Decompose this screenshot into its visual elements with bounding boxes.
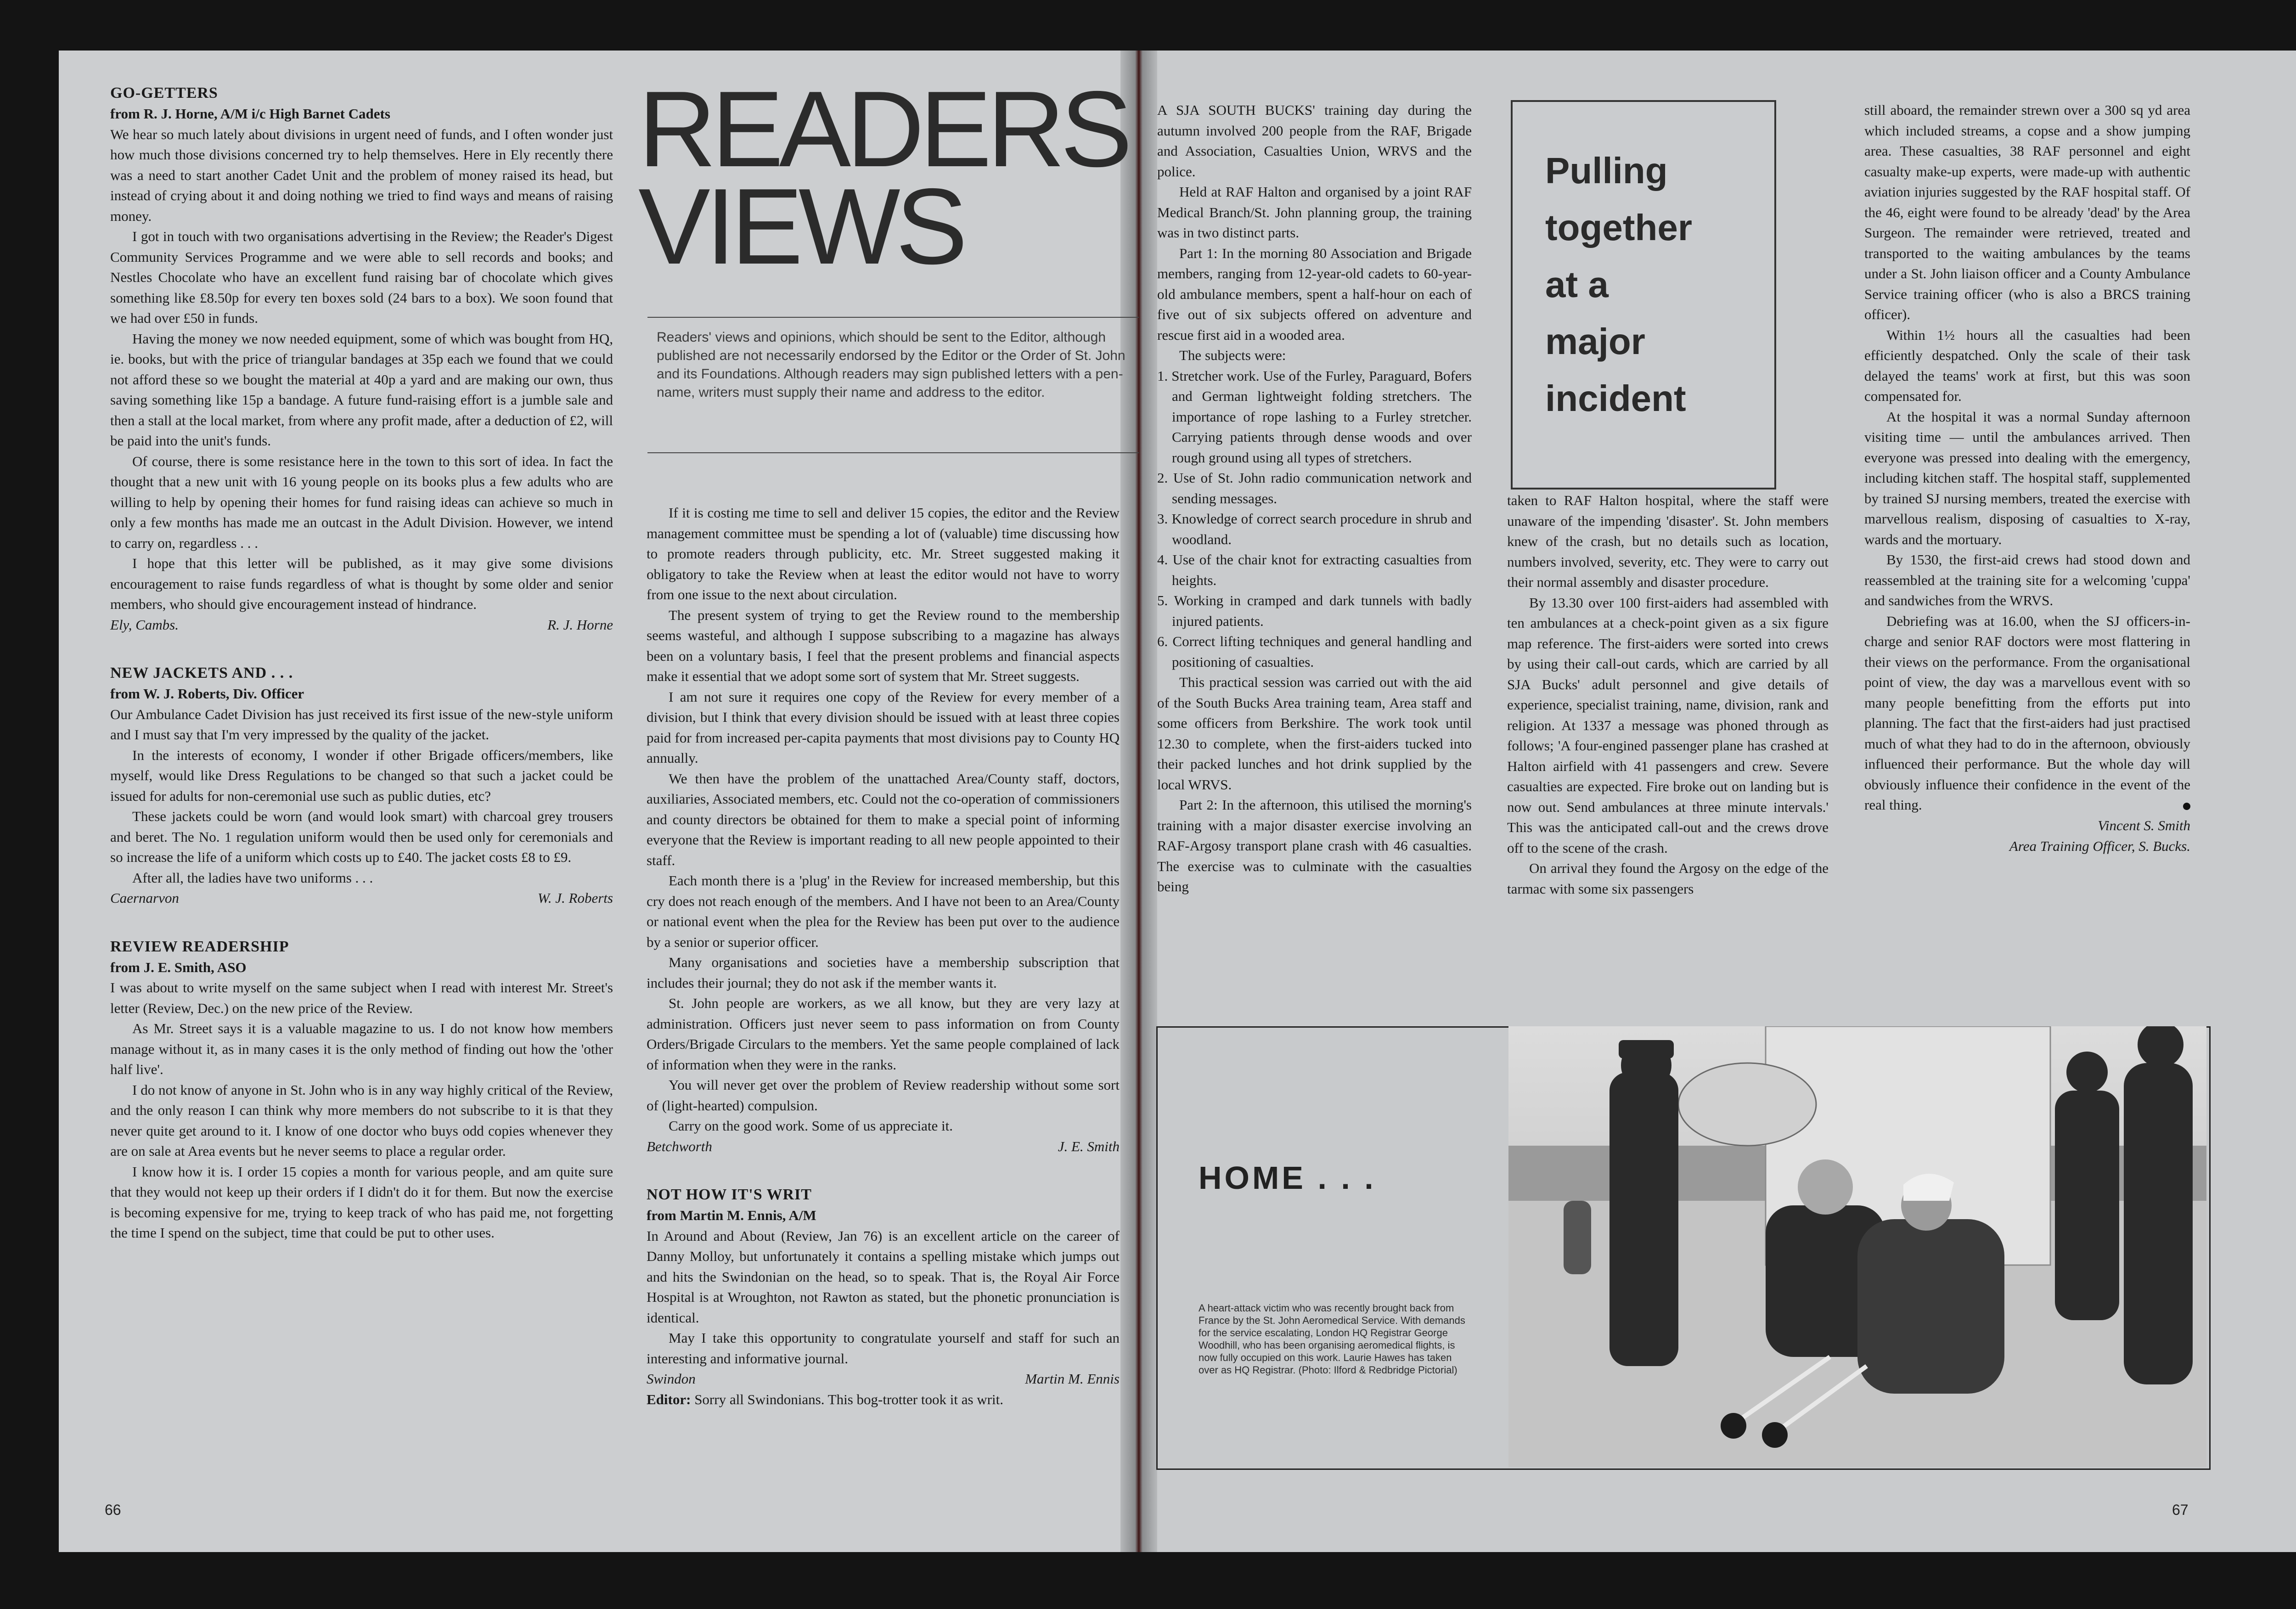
letter-heading: NEW JACKETS AND . . .	[110, 664, 293, 681]
intro-notice: Readers' views and opinions, which should be sent to the Editor, although published are not necessarily endorsed by the Editor or the Order of St. John and its Foundations. Although readers may sign published letters with a pen-name, writers must supply their name and address to the editor.	[657, 330, 1125, 400]
headline-line: at a	[1545, 264, 1609, 305]
headline	[1545, 142, 1747, 427]
article-paragraph: Debriefing was at 16.00, when the SJ officers-in-charge and senior RAF doctors were most flattering in their views on the performance. From the organisational point of view, the day was a marvellous event with so many people benefitting from the efforts put into planning. The fact that the first-aiders had just practised much of what they had to do in the afternoon, obviously influenced their performance. But the whole day will obviously influence their confidence in the event of the real thing.	[1864, 613, 2190, 813]
magazine-spine	[1120, 51, 1157, 1552]
article-column-2	[1507, 490, 1829, 899]
letter-heading: GO-GETTERS	[110, 84, 218, 101]
photo-caption: A heart-attack victim who was recently brought back from France by the St. John Aeromedical Service. With demands for the service escalating, London HQ Registrar George Woodhill, who has been organising aeromedical flights, is now fully occupied on this work. Laurie Hawes has taken over as HQ Registrar. (Photo: Ilford & Redbridge Pictorial)	[1199, 1302, 1465, 1376]
article-paragraph: This practical session was carried out with the aid of the South Bucks Area training team, Area staff and some officers from Berkshire. The work took until 12.30 to complete, when the first-aiders tucked into their packed lunches and hot drink supplied by the local WRVS.	[1157, 674, 1472, 793]
letter-byline: from Martin M. Ennis, A/M	[647, 1207, 816, 1223]
article-column-1	[1157, 100, 1472, 897]
letter-author: W. J. Roberts	[537, 890, 613, 906]
letter-paragraph: These jackets could be worn (and would look smart) with charcoal grey trousers and beret. The No. 1 regulation uniform would then be used only for ceremonials and so increase the life of a uniform which costs up to £40. The jacket costs £8 to £9.	[110, 808, 613, 865]
letter-paragraph: As Mr. Street says it is a valuable magazine to us. I do not know how members manage without it, as in many cases it is the only method of finding out how the 'other half live'.	[110, 1020, 613, 1077]
headline-line: major	[1545, 321, 1645, 362]
article-paragraph: still aboard, the remainder strewn over a 300 sq yd area which included streams, a copse and a show jumping area. These casualties, 38 RAF personnel and eight casualty make-up experts, were made-up with authentic aviation injuries suggested by the RAF hospital staff. Of the 46, eight were found to be already 'dead' by the Area Surgeon. The remainder were retrieved, treated and transported to the waiting ambulances by the teams under a St. John liaison officer and a County Ambulance Service training officer (who is also a BRCS training officer).	[1864, 102, 2190, 322]
letter-paragraph: In Around and About (Review, Jan 76) is an excellent article on the career of Danny Molloy, but unfortunately it contains a spelling mistake which jumps out and hits the Swindonian on the head, so to speak. That is, the Royal Air Force Hospital is at Wroughton, not Rawton as stated, but the phonetic pronunciation is identical.	[647, 1227, 1120, 1326]
subject-item: 5. Working in cramped and dark tunnels with badly injured patients.	[1157, 592, 1472, 629]
subject-item: 2. Use of St. John radio communication network and sending messages.	[1157, 470, 1472, 506]
letter-signature	[110, 615, 613, 636]
article-paragraph: By 1530, the first-aid crews had stood down and reassembled at the training site for a welcoming 'cuppa' and sandwiches from the WRVS.	[1864, 551, 2190, 608]
letter-paragraph: I know how it is. I order 15 copies a month for various people, and am quite sure that they would not keep up their orders if I didn't do it for them. But now the exercise is becoming expensive for me, trying to keep track of who has paid me, not forgetting the time I spend on the subject, time that could be put to other uses.	[110, 1163, 613, 1241]
letter-paragraph: St. John people are workers, as we all know, but they are very lazy at administration. Officers just never seem to pass information on from County Orders/Brigade Circulars to the members. Yet the same people complained of lack of information when they were in the ranks.	[647, 995, 1120, 1073]
letter-paragraph: I got in touch with two organisations advertising in the Review; the Reader's Digest Community Services Programme and we were able to sell records and books; and Nestles Chocolate who have an excellent fund raising bar of chocolate which gives something like £8.50p for every ten boxes sold (24 bars to a box). We soon found that we had over £50 in funds.	[110, 228, 613, 326]
article-paragraph: By 13.30 over 100 first-aiders had assembled with ten ambulances at a check-point given as a six figure map reference. The first-aiders were sorted into crews by using their call-out cards, which are carried by all SJA Bucks' adult personnel and give details of experience, specialist training, name, division, rank and religion. At 1337 a message was phoned through as follows; 'A four-engined passenger plane has crashed at Halton airfield with 41 passengers and crew. Severe casualties are expected. Fire broke out on landing but is now out. Send ambulances at three minute intervals.' This was the anticipated call-out and the crews drove off to the scene of the crash.	[1507, 594, 1829, 856]
letter-paragraph: The present system of trying to get the Review round to the membership seems wasteful, and although I suppose subscribing to a magazine has always been on a voluntary basis, I feel that the present problems and financial aspects make it essential that we adopt some sort of system that Mr. Street suggests.	[647, 607, 1120, 684]
letter-signature	[647, 1136, 1120, 1157]
article-paragraph: Part 2: In the afternoon, this utilised the morning's training with a major disaster exercise involving an RAF-Argosy transport plane crash with 46 casualties. The exercise was to culminate with the casualties being	[1157, 797, 1472, 895]
subject-item: 1. Stretcher work. Use of the Furley, Paraguard, Bofers and German lightweight folding stretchers. The importance of rope lashing to a Furley stretcher. Carrying patients through dense woods and over rough ground using all types of stretchers.	[1157, 367, 1472, 466]
article-paragraph: taken to RAF Halton hospital, where the staff were unaware of the impending 'disaster'. St. John members knew of the crash, but no details such as location, numbers involved, severity, etc. They were to carry out their normal assembly and disaster procedure.	[1507, 492, 1829, 590]
letter-review-readership	[110, 936, 613, 1243]
subject-item: 6. Correct lifting techniques and general handling and positioning of casualties.	[1157, 633, 1472, 670]
article-paragraph: At the hospital it was a normal Sunday afternoon visiting time — until the ambulances arrived. Then everyone was pressed into dealing with the emergency, including kitchen staff. The hospital staff, supplemented by trained SJ nursing members, treated the exercise with marvellous realism, disposing of casualties to X-ray, wards and the mortuary.	[1864, 408, 2190, 547]
editor-note-text: Sorry all Swindonians. This bog-trotter took it as writ.	[694, 1391, 1003, 1407]
subject-item: 4. Use of the chair knot for extracting casualties from heights.	[1157, 551, 1472, 588]
letter-place: Betchworth	[647, 1138, 712, 1154]
subject-item: 3. Knowledge of correct search procedure in shrub and woodland.	[1157, 511, 1472, 547]
editor-note	[647, 1390, 1120, 1410]
letter-paragraph: May I take this opportunity to congratulate yourself and staff for such an interesting and informative journal.	[647, 1330, 1120, 1367]
letter-paragraph: We then have the problem of the unattached Area/County staff, doctors, auxiliaries, Associated members, etc. Could not the co-operation of commissioners and county directors be obtained for them to make a special point of informing everyone that the Review is important reading to all new people appointed to their staff.	[647, 770, 1120, 868]
letter-place: Ely, Cambs.	[110, 616, 179, 633]
headline-line: together	[1545, 207, 1692, 248]
letter-author: Martin M. Ennis	[1025, 1371, 1120, 1387]
letter-paragraph: I do not know of anyone in St. John who is in any way highly critical of the Review, and the only reason I can think why more members do not subscribe to it is that they never quite get around to it. I know of one doctor who buys odd copies whenever they are on sale at Area events but he never seems to place a regular order.	[110, 1081, 613, 1159]
letter-signature	[647, 1369, 1120, 1390]
letter-paragraph: If it is costing me time to sell and deliver 15 copies, the editor and the Review management committee must be spending a lot of (valuable) time discussing how to promote readers through publicity, etc. Mr. Street suggested making it obligatory to take the Review when at least the editor would not have to worry from one issue to the next about circulation.	[647, 505, 1120, 602]
letter-paragraph: Many organisations and societies have a membership subscription that includes their journal; they do not ask if the member wants it.	[647, 954, 1120, 991]
letter-byline: from R. J. Horne, A/M i/c High Barnet Cadets	[110, 106, 390, 122]
letter-paragraph: Each month there is a 'plug' in the Review for increased membership, but this cry does not reach enough of the members. And I have not been to an Area/County or national event when the plea for the Review has been put over to the audience by a senior or superior officer.	[647, 872, 1120, 950]
letter-paragraph: We hear so much lately about divisions in urgent need of funds, and I often wonder just how much those divisions concerned try to help themselves. Here in Ely recently there was a need to start another Cadet Unit and the problem of money raised its head, but instead of crying about it and doing nothing we tried to find ways and means of raising money.	[110, 126, 613, 224]
article-column-3	[1864, 100, 2190, 856]
letter-new-jackets	[110, 663, 613, 909]
title-line: READERS	[638, 68, 1128, 189]
letter-paragraph: I am not sure it requires one copy of the Review for every member of a division, but I think that every division should be issued with at least three copies paid for from increased per-capita payments that most divisions pay to County HQ annually.	[647, 688, 1120, 766]
letter-paragraph: Of course, there is some resistance here in the town to this sort of idea. In fact the thought that a new unit with 16 young people on its books plus a few adults who are willing to help by opening their homes for fund raising ideas can achieve so much in only a few months has made me an outcast in the Adult Division. However, we intend to carry on, regardless . . .	[110, 453, 613, 551]
letter-paragraph: You will never get over the problem of Review readership without some sort of (light-hearted) compulsion.	[647, 1077, 1120, 1114]
article-paragraph: On arrival they found the Argosy on the edge of the tarmac with some six passengers	[1507, 860, 1829, 897]
intro-rule-top	[647, 317, 1139, 318]
article-paragraph: The subjects were:	[1179, 347, 1286, 363]
letter-paragraph: I hope that this letter will be published, as it may give some divisions encouragement to raise funds regardless of what is thought by some older and senior members, who should give encouragement instead of hindrance.	[110, 555, 613, 612]
headline-line: Pulling	[1545, 150, 1668, 191]
letter-paragraph: Carry on the good work. Some of us appreciate it.	[669, 1118, 953, 1134]
article-paragraph: Held at RAF Halton and organised by a joint RAF Medical Branch/St. John planning group, the training was in two distinct parts.	[1157, 184, 1472, 241]
letter-paragraph: Our Ambulance Cadet Division has just received its first issue of the new-style uniform and I must say that I'm very impressed by the quality of the jacket.	[110, 706, 613, 743]
letter-not-how-its-writ	[647, 1184, 1120, 1410]
letter-paragraph: After all, the ladies have two uniforms . . .	[132, 869, 373, 886]
letter-paragraph: In the interests of economy, I wonder if other Brigade officers/members, like myself, would like Dress Regulations to be changed so that such a jacket could be issued for adults for non-ceremonial use such as public duties, etc?	[110, 747, 613, 804]
section-title	[638, 68, 1128, 287]
editor-label: Editor:	[647, 1391, 691, 1407]
article-paragraph: Within 1½ hours all the casualties had been efficiently despatched. Only the scale of their task delayed the teams' work at first, but this was soon compensated for.	[1864, 326, 2190, 404]
letter-signature	[110, 888, 613, 909]
letters-column-left	[110, 83, 613, 1243]
article-signature-name: Vincent S. Smith	[2098, 817, 2190, 833]
letter-author: R. J. Horne	[547, 616, 613, 633]
title-line: VIEWS	[638, 166, 963, 287]
letter-author: J. E. Smith	[1058, 1138, 1120, 1154]
letter-byline: from W. J. Roberts, Div. Officer	[110, 686, 304, 702]
letter-place: Caernarvon	[110, 890, 179, 906]
letters-column-middle	[647, 503, 1120, 1410]
letter-paragraph: Having the money we now needed equipment, some of which was bought from HQ, ie. books, but with the price of triangular bandages at 35p each we found that we could not afford these so we bought the material at 40p a yard and are making our own, thus saving something like 15p a bandage. A future fund-raising effort is a jumble sale and then a stall at the local market, from where any profit made, after a deduction of £2, will be paid into the unit's funds.	[110, 330, 613, 449]
letter-paragraph: I was about to write myself on the same subject when I read with interest Mr. Street's letter (Review, Dec.) on the new price of the Review.	[110, 979, 613, 1016]
intro-rule-bottom	[647, 452, 1139, 453]
photograph	[1508, 1026, 2206, 1467]
letter-heading: REVIEW READERSHIP	[110, 938, 289, 955]
article-paragraph: A SJA SOUTH BUCKS' training day during the autumn involved 200 people from the RAF, Brigade and Association, Casualties Union, WRVS and the police.	[1157, 102, 1472, 180]
letter-go-getters	[110, 83, 613, 635]
headline-line: incident	[1545, 378, 1686, 419]
letter-place: Swindon	[647, 1371, 696, 1387]
letter-byline: from J. E. Smith, ASO	[110, 959, 247, 975]
page-number-right: 67	[2172, 1502, 2189, 1518]
page-number-left: 66	[105, 1502, 121, 1518]
letter-heading: NOT HOW IT'S WRIT	[647, 1186, 812, 1203]
article-signature-title: Area Training Officer, S. Bucks.	[2009, 838, 2190, 854]
end-dot-icon	[2183, 803, 2190, 810]
article-paragraph: Part 1: In the morning 80 Association and Brigade members, ranging from 12-year-old cadets to 60-year-old ambulance members, spent a half-hour on each of five out of six subjects offered on adventure and rescue first aid in a wooded area.	[1157, 245, 1472, 343]
photo-feature-heading: HOME . . .	[1199, 1160, 1376, 1196]
